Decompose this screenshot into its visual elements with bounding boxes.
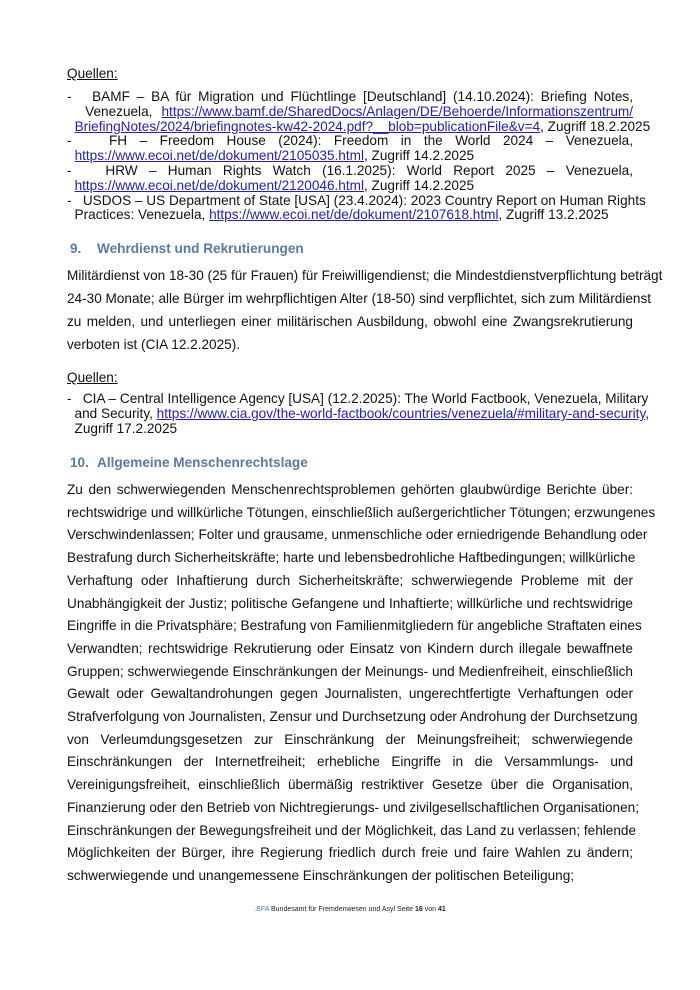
source-line: BriefingNotes/2024/briefingnotes-kw42-2024.pdf?__blob=publicationFile&v=4, Zugriff 18.2.2025 (74, 118, 651, 134)
paragraph-line: Vereinigungsfreiheit, einschließlich übermäßig restriktiver Gesetze über die Organisation, (67, 777, 633, 793)
source-line: Zugriff 17.2.2025 (67, 421, 178, 436)
page-total: 41 (437, 906, 446, 913)
paragraph-line: Finanzierung oder den Betrieb von Nichtregierungs- und zivilgesellschaftlichen Organisationen; (67, 799, 640, 815)
paragraph-line: Möglichkeiten der Bürger, ihre Regierung friedlich durch freie und faire Wahlen zu ändern; (67, 845, 633, 861)
paragraph-line: Einschränkungen der Bewegungsfreiheit und der Möglichkeit, das Land zu verlassen; fehlende (67, 822, 637, 838)
source-line: - BAMF – BA für Migration und Flüchtlinge [Deutschland] (14.10.2024): Briefing Notes, (67, 89, 633, 104)
section-number: 10. (70, 455, 89, 470)
source-line: https://www.ecoi.net/de/dokument/2120046.html, Zugriff 14.2.2025 (74, 177, 475, 193)
paragraph-line: rechtswidrige und willkürliche Tötungen, einschließlich außergerichtlicher Tötungen; erzwungenes (67, 504, 656, 520)
paragraph-line: Militärdienst von 18-30 (25 für Frauen) für Freiwilligendienst; die Mindestdienstverpflichtung beträgt (67, 268, 663, 283)
source-link[interactable]: https://www.cia.gov/the-world-factbook/countries/venezuela/#military-and-security (156, 406, 646, 421)
source-line: - USDOS – US Department of State [USA] (23.4.2024): 2023 Country Report on Human Rights (67, 192, 646, 208)
sources-label: Quellen: (67, 66, 118, 81)
section-heading-10 (70, 455, 308, 470)
section-number: 9. (70, 241, 82, 256)
section-title: Wehrdienst und Rekrutierungen (97, 241, 304, 256)
paragraph-line: Gewalt oder Gewaltandrohungen gegen Journalisten, ungerechtfertigte Verhaftungen oder (67, 686, 633, 702)
paragraph-line: zu melden, und unterliegen einer militärischen Ausbildung, obwohl eine Zwangsrekrutierung (67, 314, 633, 329)
sources-label: Quellen: (67, 370, 118, 385)
page-number: 16 (414, 906, 423, 913)
paragraph-line: Unabhängigkeit der Justiz; politische Gefangene und Inhaftierte; willkürliche und rechtswidrige (67, 595, 633, 611)
page-footer (0, 906, 700, 913)
paragraph-line: Verwandten; rechtswidrige Rekrutierung oder Einsatz von Kindern durch illegale bewaffnete (67, 640, 633, 656)
source-line: - FH – Freedom House (2024): Freedom in the World 2024 – Venezuela, (67, 133, 633, 149)
paragraph-line: Einschränkungen der Internetfreiheit; erhebliche Eingriffe in die Versammlungs- und (67, 754, 633, 770)
paragraph-line: 24-30 Monate; alle Bürger im wehrpflichtigen Alter (18-50) sind verpflichtet, sich zum Militärdienst (67, 291, 652, 306)
section-heading-9 (70, 241, 304, 256)
paragraph-line: Verhaftung oder Inhaftierung durch Sicherheitskräfte; schwerwiegende Probleme mit der (67, 572, 633, 588)
bfa-logo-text: .BFA (254, 906, 270, 913)
source-line: Venezuela, https://www.bamf.de/SharedDocs/Anlagen/DE/Behoerde/Informationszentrum/ (67, 103, 633, 119)
source-line: and Security, https://www.cia.gov/the-world-factbook/countries/venezuela/#military-and-security, (67, 406, 650, 421)
source-link[interactable]: https://www.ecoi.net/de/dokument/2105035.html (74, 148, 364, 164)
paragraph-line: Eingriffe in die Privatsphäre; Bestrafung von Familienmitgliedern für angebliche Straftaten eines (67, 618, 642, 634)
paragraph-line: Verschwindenlassen; Folter und grausame, unmenschliche oder erniedrigende Behandlung oder (67, 527, 648, 543)
source-line: - CIA – Central Intelligence Agency [USA] (12.2.2025): The World Factbook, Venezuela, Military (67, 391, 649, 406)
source-link[interactable]: https://www.ecoi.net/de/dokument/2120046.html (74, 177, 364, 193)
source-link[interactable]: https://www.bamf.de/SharedDocs/Anlagen/DE/Behoerde/Informationszentrum/ (161, 103, 633, 119)
paragraph-line: schwerwiegende und unangemessene Einschränkungen der politischen Beteiligung; (67, 867, 575, 883)
footer-org: Bundesamt für Fremdenwesen und Asyl Seite (269, 906, 415, 913)
section-title: Allgemeine Menschenrechtslage (97, 455, 308, 470)
source-line: Practices: Venezuela, https://www.ecoi.net/de/dokument/2107618.html, Zugriff 13.2.2025 (67, 207, 609, 223)
source-link[interactable]: https://www.ecoi.net/de/dokument/2107618.html (209, 207, 499, 223)
source-line: - HRW – Human Rights Watch (16.1.2025): World Report 2025 – Venezuela, (67, 163, 633, 178)
paragraph-line: Bestrafung durch Sicherheitskräfte; harte und lebensbedrohliche Haftbedingungen; willkürliche (67, 550, 636, 566)
paragraph-line: Zu den schwerwiegenden Menschenrechtsproblemen gehörten glaubwürdige Berichte über: (67, 482, 633, 497)
footer-sep: von (422, 906, 438, 913)
paragraph-line: verboten ist (CIA 12.2.2025). (67, 337, 241, 352)
paragraph-line: Strafverfolgung von Journalisten, Zensur und Durchsetzung oder Androhung der Durchsetzung (67, 709, 638, 724)
paragraph-line: von Verleumdungsgesetzen zur Einschränkung der Meinungsfreiheit; schwerwiegende (67, 731, 633, 747)
source-link[interactable]: BriefingNotes/2024/briefingnotes-kw42-2024.pdf?__blob=publicationFile&v=4 (74, 118, 541, 134)
paragraph-line: Gruppen; schwerwiegende Einschränkungen der Meinungs- und Medienfreiheit, einschließlich (67, 663, 633, 679)
source-line: https://www.ecoi.net/de/dokument/2105035.html, Zugriff 14.2.2025 (74, 148, 475, 164)
